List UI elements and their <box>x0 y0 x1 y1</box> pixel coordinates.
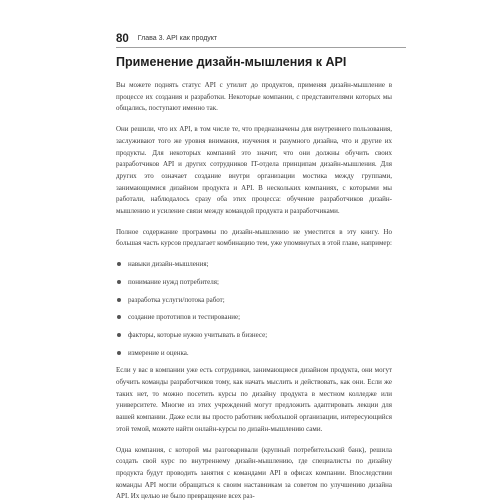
list-item-text: факторы, которые нужно учитывать в бизнесе; <box>128 330 268 339</box>
paragraph: Они решили, что их API, в том числе те, что предназначены для внутреннего пользования, заслуживают того же уровня внимания, изучения и разумного дизайна, что и другие их продукты. Для некоторых компаний это значит, что они должны обучить своих разработчиков API и других сотрудников IT-отдела принципам дизайн-мышления. Для других это означает создание внутри организации мостика между группами, занимающимися дизайном продукта и API. В нескольких компаниях, с которыми мы работали, наблюдалось сразу оба этих процесса: обучение разработчиков дизайн-мышлению и усиление связи между командой продукта и разработчиками. <box>116 125 392 216</box>
list-item <box>116 348 392 360</box>
page-header <box>116 33 406 45</box>
paragraph: Одна компания, с которой мы разговаривали (крупный потребительский банк), решила создать свой курс по внутреннему дизайн-мышлению, где специалисты по дизайну продукта будут проводить занятия с командами API в офисах компании. Впоследствии команды API могли обращаться к своим наставникам за советом по улучшению дизайна API. Их целью не было превращение всех раз- <box>116 445 392 500</box>
paragraph: Вы можете поднять статус API с утилит до продуктов, применяя дизайн-мышление в процессе их создания и разработки. Некоторые компании, с представителями которых мы общались, поступают именно так. <box>116 81 392 113</box>
list-item <box>116 312 392 324</box>
list-item-text: измерение и оценка. <box>128 348 189 357</box>
running-head: Глава 3. API как продукт <box>137 35 218 42</box>
bullet-icon <box>117 315 121 319</box>
bullet-icon <box>117 351 121 355</box>
list-item <box>116 259 392 271</box>
list-item <box>116 330 392 342</box>
list-item <box>116 295 392 307</box>
list-item-text: понимание нужд потребителя; <box>128 277 219 286</box>
list-item-text: создание прототипов и тестирование; <box>128 313 241 322</box>
topics-list <box>116 259 392 359</box>
bullet-icon <box>117 333 121 337</box>
list-item-text: разработка услуги/потока работ; <box>128 295 225 304</box>
paragraph: Полное содержание программы по дизайн-мышлению не уместится в эту книгу. Но большая часть курсов предлагает комбинацию тем, уже упомянутых в этой главе, например: <box>116 227 392 248</box>
list-item-text: навыки дизайн-мышления; <box>128 260 209 269</box>
page-number: 80 <box>116 33 129 45</box>
paragraph: Если у вас в компании уже есть сотрудники, занимающиеся дизайном продукта, они могут обучить команды разработчиков тому, как начать мыслить и действовать, как они. Если же таких нет, то можно посетить курсы по дизайну продукта в местном колледже или университете. Многие из этих учреждений могут предложить адаптировать лекции для вашей компании. Даже если вы просто работник небольшой организации, интересующийся этой темой, можете найти онлайн-курсы по дизайн-мышлению сами. <box>116 366 392 433</box>
section-title: Применение дизайн-мышления к API <box>116 55 347 69</box>
bullet-icon <box>117 280 121 284</box>
header-divider <box>116 47 406 48</box>
body-text <box>116 80 392 500</box>
bullet-icon <box>117 298 121 302</box>
bullet-icon <box>117 262 121 266</box>
list-item <box>116 277 392 289</box>
